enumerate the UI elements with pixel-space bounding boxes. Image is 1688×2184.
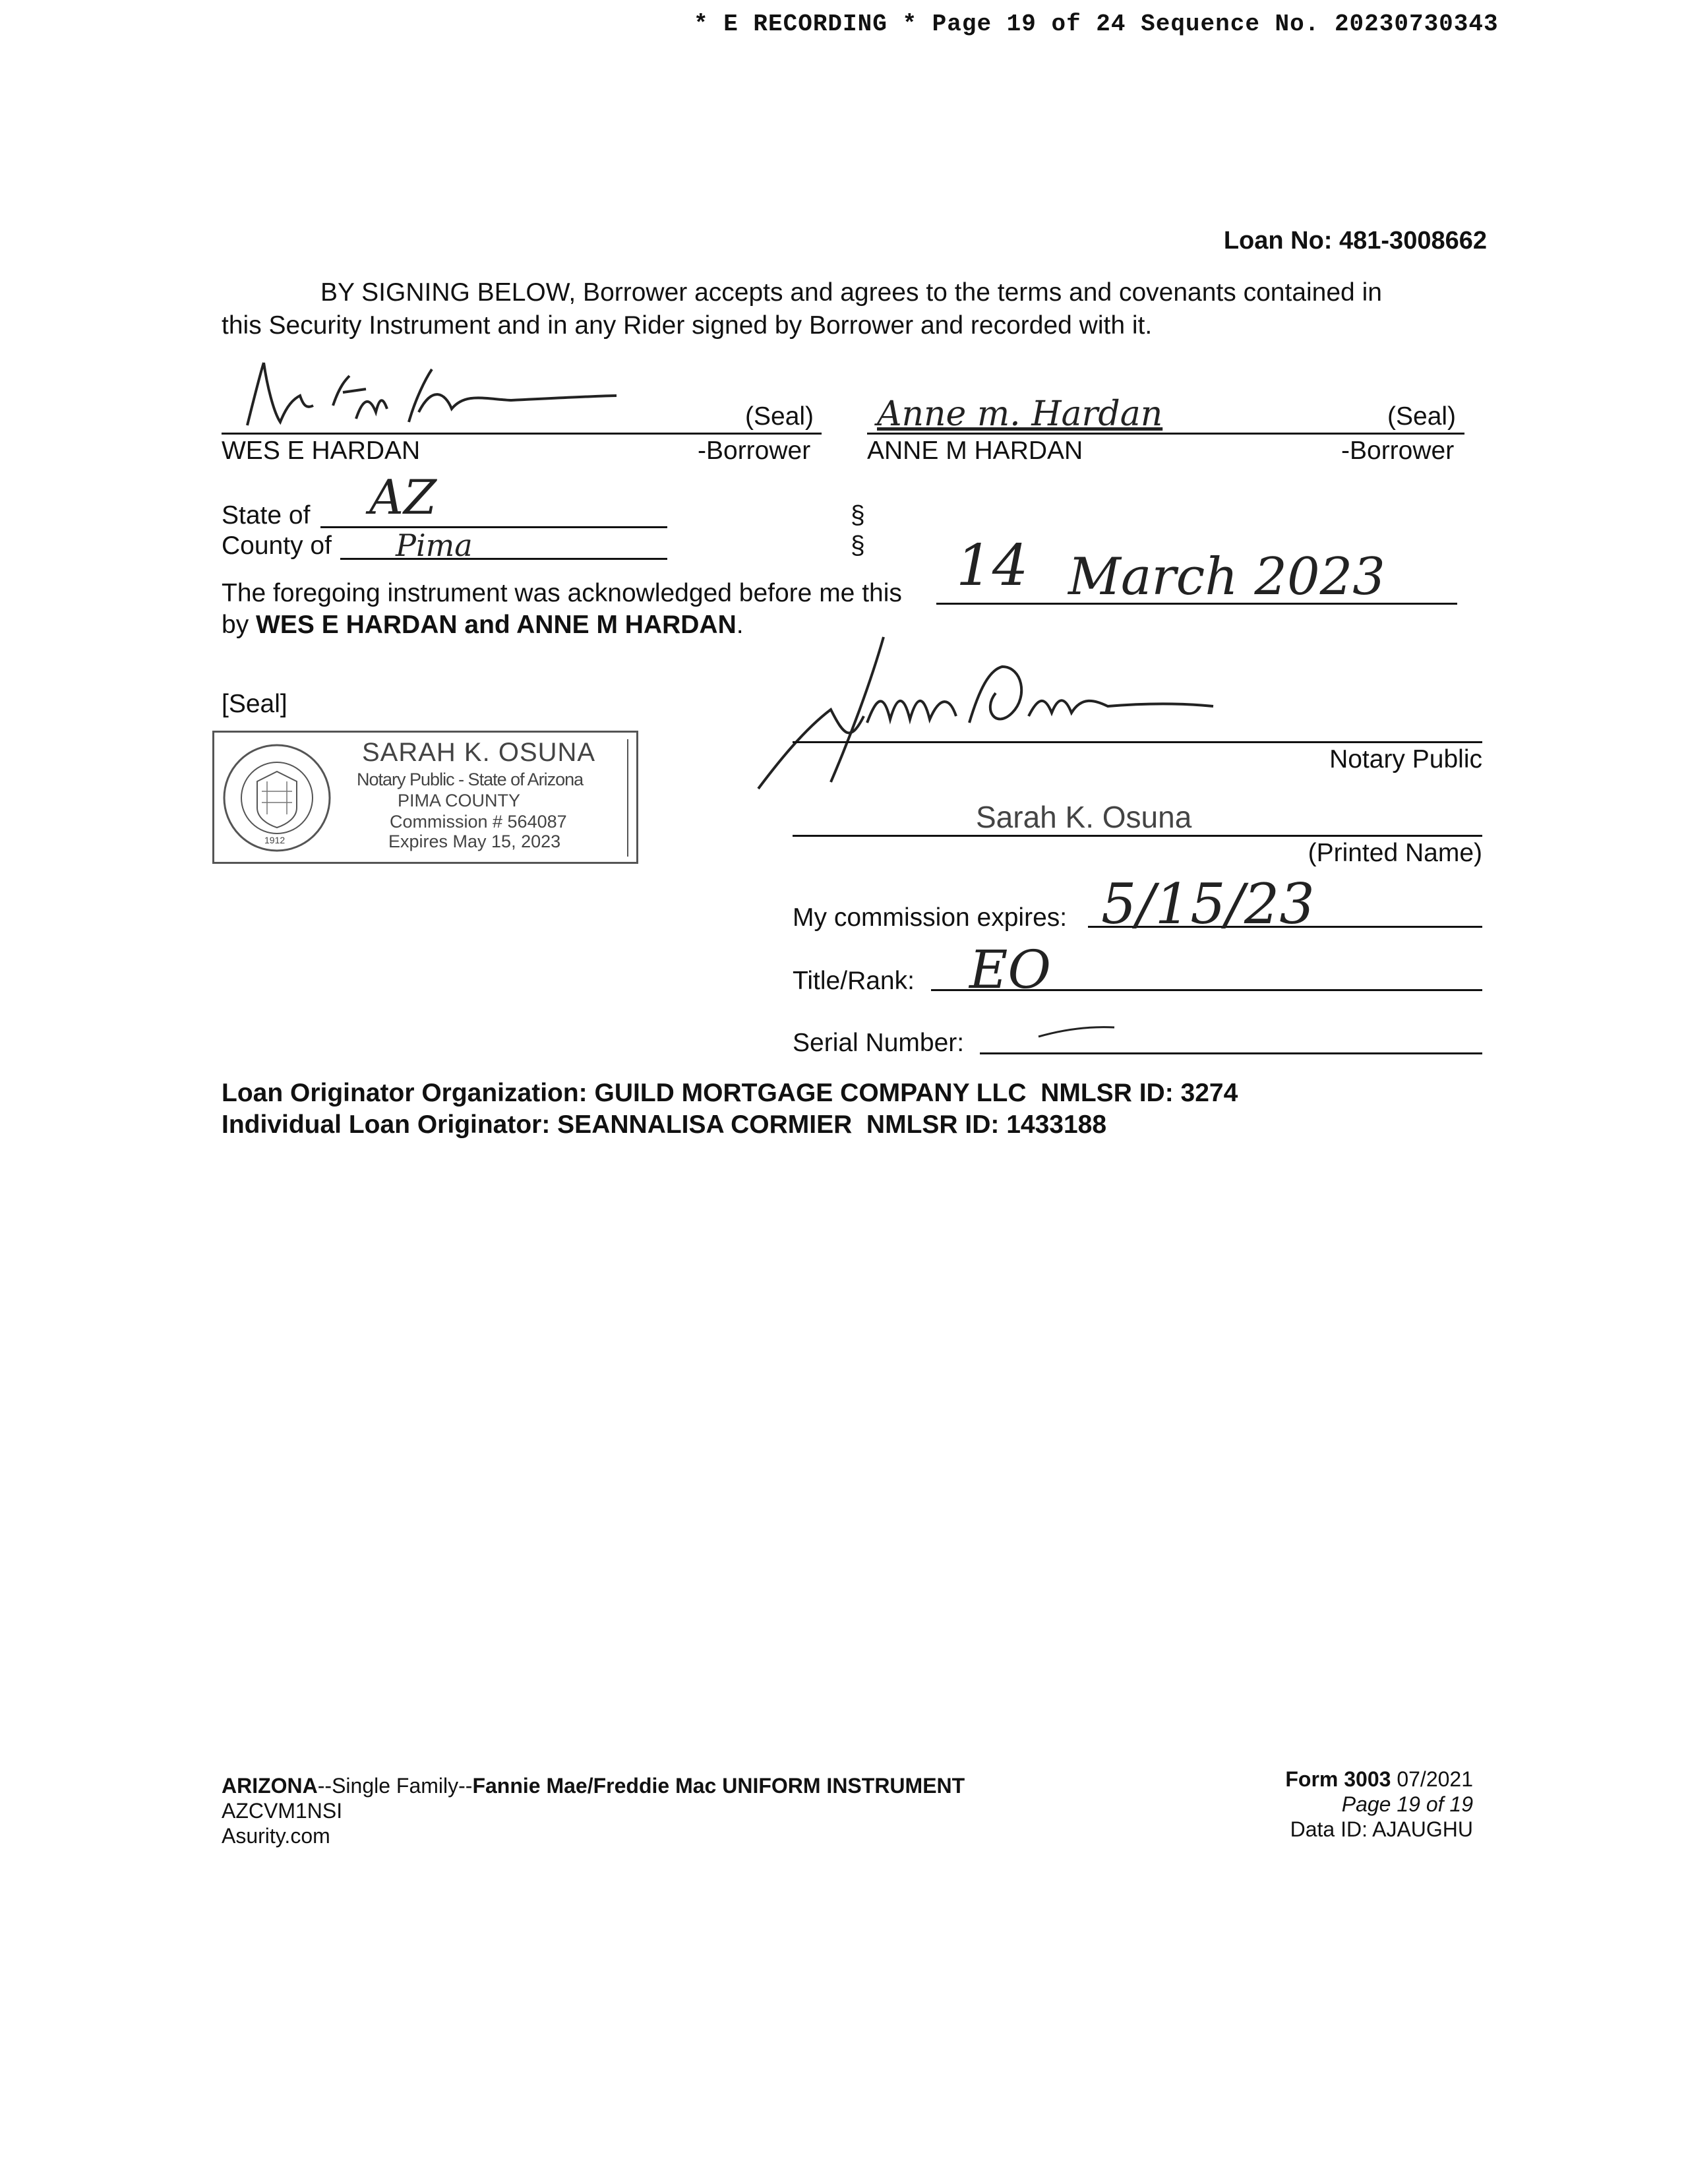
- notary-public-label: Notary Public: [1329, 745, 1482, 774]
- stamp-line-1: Notary Public - State of Arizona: [357, 770, 584, 789]
- notary-signature-line: [793, 741, 1482, 743]
- borrower-2-seal: (Seal): [1387, 402, 1457, 431]
- acceptance-line-1: BY SIGNING BELOW, Borrower accepts and agrees to the terms and covenants contained in: [320, 278, 1382, 307]
- footer-state: ARIZONA: [222, 1774, 318, 1798]
- printed-name-label: (Printed Name): [1308, 839, 1482, 867]
- serial-number-line: [980, 1052, 1482, 1054]
- title-rank-label: Title/Rank:: [793, 967, 915, 995]
- borrower-1-name: WES E HARDAN: [222, 437, 421, 465]
- borrower-1-seal: (Seal): [745, 402, 814, 431]
- stamp-line-2: PIMA COUNTY: [398, 791, 521, 810]
- stamp-name: SARAH K. OSUNA: [362, 738, 596, 767]
- stamp-line-4: Expires May 15, 2023: [388, 832, 561, 851]
- commission-label: My commission expires:: [793, 903, 1068, 932]
- footer-form-number: [1285, 1767, 1473, 1792]
- loan-number: Loan No: 481-3008662: [1223, 227, 1487, 255]
- footer-website: Asurity.com: [222, 1824, 330, 1848]
- county-line: [340, 558, 667, 560]
- acknowledgment-month-year: March 2023: [1068, 547, 1385, 607]
- footer-data-id: Data ID: AJAUGHU: [1290, 1817, 1473, 1841]
- section-symbol-1: §: [851, 501, 865, 530]
- borrower-2-signature: Anne m. Hardan: [877, 394, 1163, 434]
- county-value: Pima: [396, 528, 473, 563]
- footer-single-family: --Single Family--: [317, 1774, 473, 1798]
- title-rank-value: EO: [969, 939, 1051, 1000]
- borrower-2-signature-line: [867, 433, 1464, 435]
- commission-value: 5/15/23: [1101, 872, 1315, 936]
- serial-number-label: Serial Number:: [793, 1029, 965, 1057]
- footer-form-date: 07/2021: [1397, 1767, 1473, 1791]
- footer-form-code: AZCVM1NSI: [222, 1799, 343, 1823]
- serial-number-dash: [1035, 1022, 1121, 1042]
- loan-originator-organization: Loan Originator Organization: GUILD MORTGAGE COMPANY LLC NMLSR ID: 3274: [222, 1079, 1238, 1107]
- section-symbol-2: §: [851, 531, 865, 560]
- borrower-2-role: -Borrower: [1341, 437, 1455, 465]
- recording-header: * E RECORDING * Page 19 of 24 Sequence No. 20230730343: [694, 11, 1499, 38]
- printed-name-value: Sarah K. Osuna: [976, 800, 1192, 834]
- footer-uniform-instrument: Fannie Mae/Freddie Mac UNIFORM INSTRUMENT: [472, 1774, 965, 1798]
- stamp-seal-year: 1912: [264, 835, 286, 845]
- borrower-1-signature: [234, 359, 643, 432]
- acknowledgment-day: 14: [956, 533, 1029, 599]
- borrower-1-role: -Borrower: [698, 437, 811, 465]
- by-suffix: .: [736, 611, 744, 639]
- individual-loan-originator: Individual Loan Originator: SEANNALISA CORMIER NMLSR ID: 1433188: [222, 1110, 1107, 1139]
- state-value: AZ: [369, 470, 437, 525]
- county-label: County of: [222, 531, 332, 560]
- seal-label: [Seal]: [222, 690, 287, 718]
- stamp-line-3: Commission # 564087: [390, 812, 567, 832]
- footer-page-number: Page 19 of 19: [1341, 1792, 1473, 1816]
- printed-name-line: [793, 835, 1482, 837]
- state-line: [320, 526, 667, 528]
- borrower-1-signature-line: [222, 433, 822, 435]
- acknowledgment-text: The foregoing instrument was acknowledged before me this: [222, 579, 902, 607]
- notary-stamp: [212, 731, 638, 864]
- acceptance-line-2: this Security Instrument and in any Rider signed by Borrower and recorded with it.: [222, 311, 1153, 340]
- borrower-2-name: ANNE M HARDAN: [867, 437, 1083, 465]
- by-names: WES E HARDAN and ANNE M HARDAN: [256, 611, 737, 639]
- by-prefix: by: [222, 611, 249, 639]
- footer-form-label: Form 3003: [1285, 1767, 1391, 1791]
- notary-signature: [752, 630, 1240, 802]
- footer-left-line-1: [222, 1774, 965, 1798]
- acknowledgment-by-line: [222, 611, 744, 640]
- state-label: State of: [222, 501, 311, 530]
- stamp-inner-border: [627, 739, 628, 857]
